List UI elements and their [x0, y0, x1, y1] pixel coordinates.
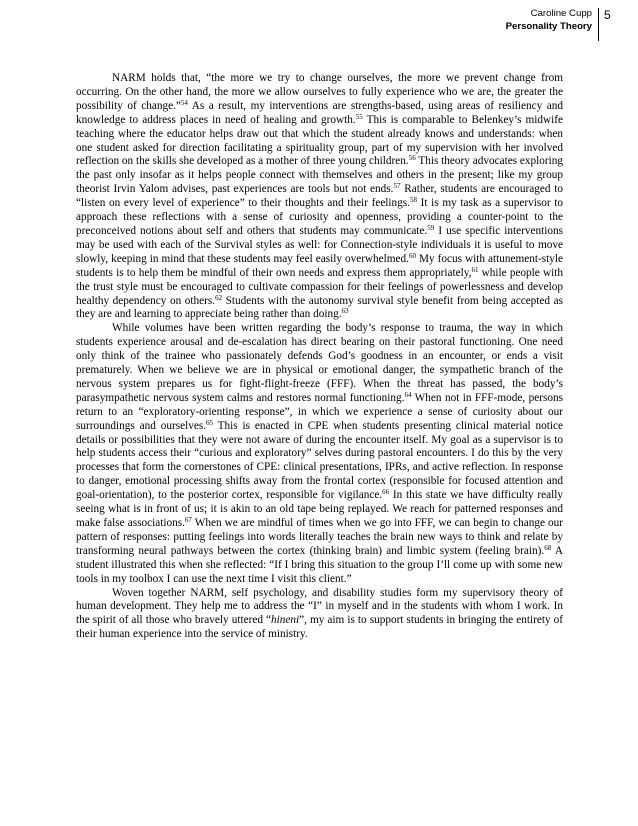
footnote-ref: 54 [180, 98, 188, 107]
footnote-ref: 57 [393, 182, 401, 191]
text-run: I use specific interventions may be used with each of the Survival styles as well: for Connection-style individuals it is useful to move slowly, keeping in mind that these students may feel easily overwhelmed. [76, 224, 564, 265]
footnote-ref: 65 [206, 418, 214, 427]
footnote-ref: 61 [471, 265, 479, 274]
text-run: In this state we have difficulty really seeing what is in front of us; it is akin to an old tape being replayed. We reach for patterned responses and make false associations. [76, 489, 563, 529]
header-author: Caroline Cupp [530, 8, 592, 19]
text-run: A student illustrated this when she reflected: “If I bring this situation to the group I’ll come up with some new tools in my toolbox I can use the next time I visit this client.” [76, 544, 564, 585]
text-run: While volumes have been written regarding the body’s response to trauma, the way in which students experience arousal and de-escalation has direct bearing on their pastoral functioning. One need only think of the trainee who passionately defends God’s goodness in an encounter, or ends a visit prematurely. When we believe we are in physical or emotional danger, the sympathetic branch of the nervous system prepares us for fight-flight-freeze (FFF). When the threat has passed, the body’s parasympathetic nervous system calms and restores normal functioning. [76, 322, 563, 404]
paragraph-2 [76, 322, 563, 586]
header-title: Personality Theory [505, 20, 592, 32]
text-run: This is enacted in CPE when students presenting clinical material notice details or possibilities that they were not aware of during the encounter itself. My goal as a supervisor is to help students access their “curious and exploratory” selves during pastoral encounters. I do this by the very processes that form the cornerstones of CPE: clinical presentations, IPRs, and active reflection. In response to danger, emotional processing shifts away from the frontal cortex (responsible for focused attention and goal-orientation), to the posterior cortex, responsible for vigilance. [76, 419, 564, 502]
text-run: As a result, my interventions are strengths-based, using areas of resiliency and knowledge to address places in need of healing and growth. [76, 99, 563, 126]
footnote-ref: 67 [184, 516, 192, 524]
footnote-ref: 56 [408, 154, 416, 163]
footnote-ref: 64 [404, 390, 412, 399]
body-text [76, 72, 563, 642]
text-run: ”, my aim is to support students in bringing the entirety of their human experience into the service of ministry. [76, 614, 563, 641]
page-number: 5 [598, 8, 611, 41]
footnote-ref: 55 [355, 112, 363, 121]
text-run: NARM holds that, “the more we try to change ourselves, the more we prevent change from occurring. On the other hand, the more we allow ourselves to fully experience who we are, the greater the possibility of change.” [76, 72, 563, 112]
text-run: When we are mindful of times when we go into FFF, we can begin to change our pattern of responses: putting feelings into words literally teaches the brain new ways to think and relate by transforming neural pathways between the cortex (thinking brain) and limbic system (feeling brain). [76, 517, 564, 557]
paragraph-1 [76, 72, 563, 322]
footnote-ref: 66 [382, 488, 390, 497]
footnote-ref: 58 [410, 196, 418, 205]
footnote-ref: 62 [215, 293, 223, 302]
text-run: Woven together NARM, self psychology, and disability studies form my supervisory theory of human development. They help me to address the “I” in myself and in the students with whom I work. In the spirit of all those who bravely uttered “ [76, 586, 563, 627]
text-run: while people with the trust style must be encouraged to cultivate compassion for their feelings of powerlessness and develop healthy dependency on others. [76, 266, 563, 307]
paragraph-3 [76, 587, 563, 643]
text-run: When not in FFF-mode, persons return to an “exploratory-orienting response”, in which we experience a sense of curiosity about our surroundings and ourselves. [76, 391, 563, 432]
footnote-ref: 60 [409, 251, 416, 260]
footnote-ref: 59 [427, 223, 435, 232]
footnote-ref: 63 [341, 307, 349, 316]
text-run: This is comparable to Belenkey’s midwife teaching where the educator helps draw out that which the student already knows and understands: when one student asked for direction facilitating a spirituality group, part of my supervision with her involved reflection on the skills she developed as a mother of three young children. [76, 113, 563, 168]
footnote-ref: 68 [544, 543, 552, 552]
text-run: Students with the autonomy survival style benefit from being accepted as they are and learning to appreciate being rather than doing. [76, 294, 563, 321]
text-run: My focus with attunement-style students is to help them be mindful of their own needs and express them appropriately, [76, 252, 563, 279]
italic-term: hineni [271, 614, 300, 627]
text-run: It is my task as a supervisor to approach these reflections with a sense of curiosity and openness, providing a counter-point to the preconceived notions about self and others that students may communicate. [76, 197, 564, 237]
running-header [506, 8, 592, 33]
text-run: This theory advocates exploring the past only insofar as it helps people connect with themselves and others in the present; like my group theorist Irvin Yalom advises, past experiences are tools but not ends. [76, 155, 563, 196]
text-run: Rather, students are encouraged to “listen on every level of experience” to their thoughts and their feelings. [76, 183, 563, 210]
